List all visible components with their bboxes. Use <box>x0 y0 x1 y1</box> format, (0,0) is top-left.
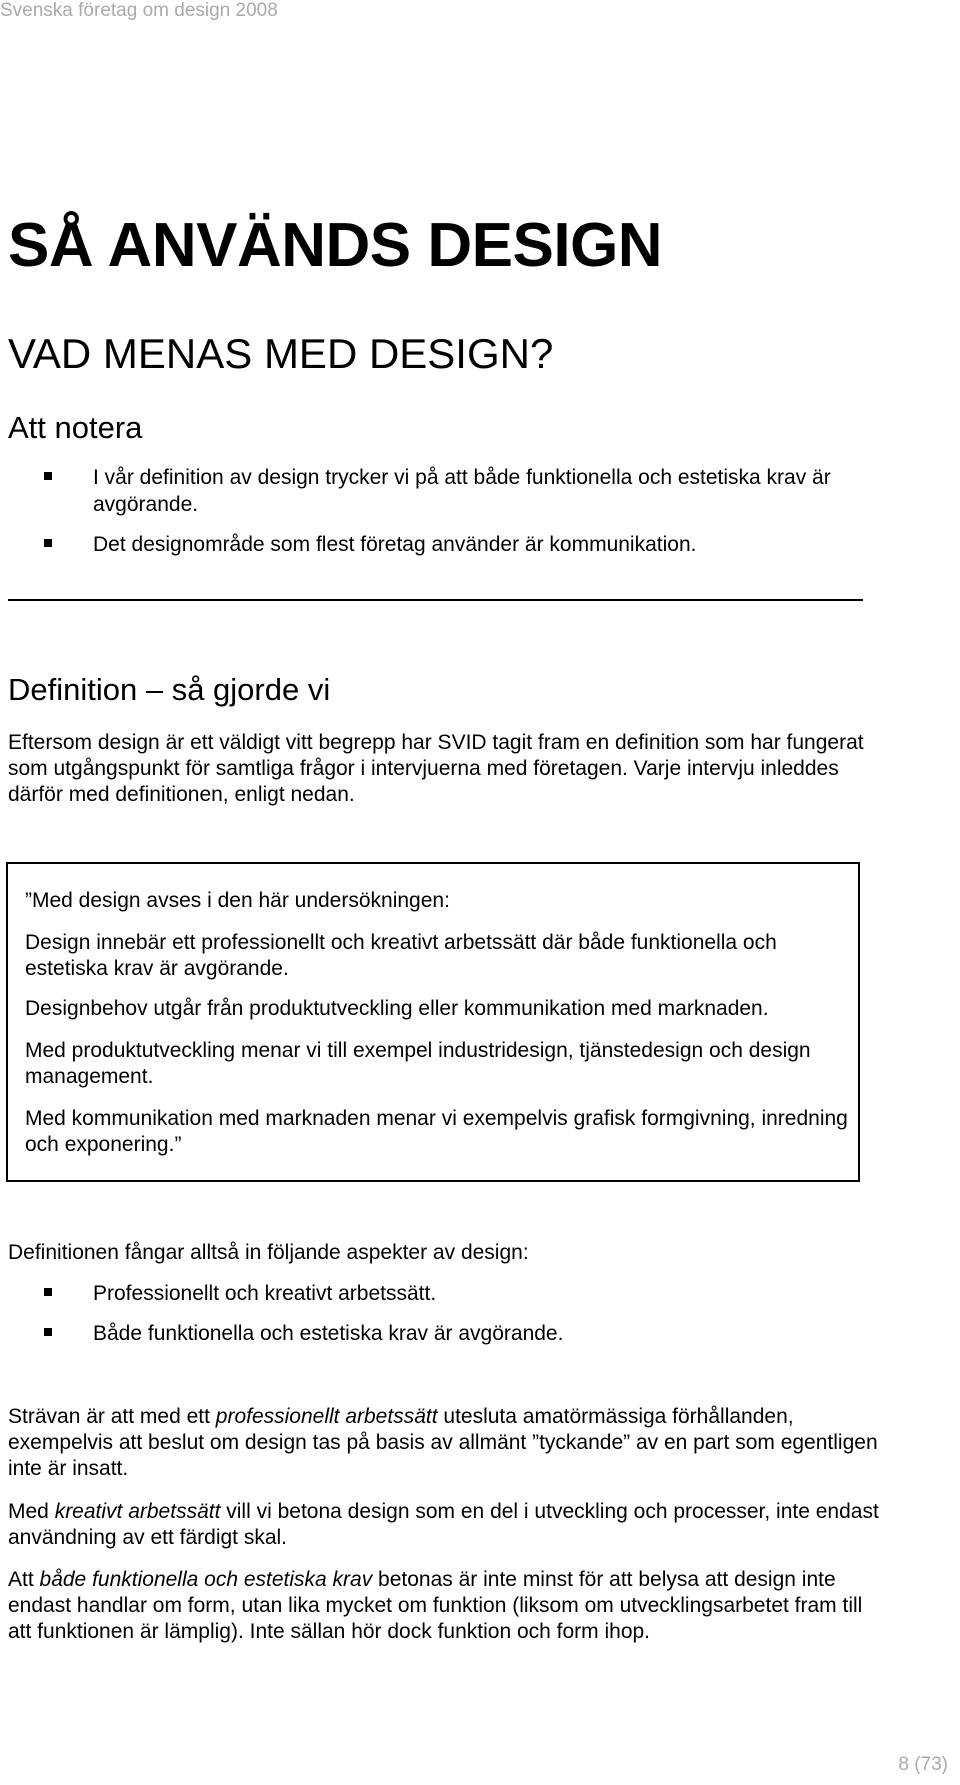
definition-paragraph: Med produktutveckling menar vi till exempel industridesign, tjänstedesign och design management. <box>25 1039 811 1088</box>
definition-heading: Definition – så gjorde vi <box>8 672 331 707</box>
definition-paragraph: Design innebär ett professionellt och kreativt arbetssätt där både funktionella och estetiska krav är avgörande. <box>25 931 777 980</box>
list-item: Både funktionella och estetiska krav är avgörande. <box>8 1320 908 1347</box>
definition-box <box>6 862 860 1182</box>
running-header: Svenska företag om design 2008 <box>0 0 278 21</box>
note-heading: Att notera <box>8 410 143 445</box>
explanation-paragraph: Med kreativt arbetssätt vill vi betona design som en del i utveckling och processer, inte endast användning av ett färdigt skal. <box>8 1500 879 1549</box>
aspects-bullet-list <box>8 1280 908 1360</box>
note-bullet-list <box>8 464 908 571</box>
section-divider <box>8 599 863 601</box>
explanation-paragraph: Att både funktionella och estetiska krav betonas är inte minst för att belysa att design inte endast handlar om form, utan lika mycket om funktion (liksom om utvecklingsarbetet fram till att funktionen är lämplig). Inte sällan hör dock funktion och form ihop. <box>8 1568 863 1643</box>
definition-lead: ”Med design avses i den här undersökningen: <box>25 889 450 912</box>
page-title: SÅ ANVÄNDS DESIGN <box>8 211 663 280</box>
page-number: 8 (73) <box>898 1754 948 1775</box>
section-subtitle: VAD MENAS MED DESIGN? <box>8 330 554 377</box>
list-item: Det designområde som flest företag använder är kommunikation. <box>8 531 908 558</box>
definition-intro: Eftersom design är ett väldigt vitt begrepp har SVID tagit fram en definition som har fungerat som utgångspunkt för samtliga frågor i intervjuerna med företagen. Varje intervju inleddes därför med definitionen, enligt nedan. <box>8 731 864 806</box>
explanation-paragraph: Strävan är att med ett professionellt arbetssätt utesluta amatörmässiga förhållanden, exempelvis att beslut om design tas på basis av allmänt ”tyckande” av en part som egentligen inte är insatt. <box>8 1405 878 1480</box>
definition-paragraph: Med kommunikation med marknaden menar vi exempelvis grafisk formgivning, inredning och exponering.” <box>25 1107 848 1156</box>
list-item: I vår definition av design trycker vi på att både funktionella och estetiska krav är avgörande. <box>8 464 908 518</box>
aspects-intro: Definitionen fångar alltså in följande aspekter av design: <box>8 1241 529 1264</box>
list-item: Professionellt och kreativt arbetssätt. <box>8 1280 908 1307</box>
definition-paragraph: Designbehov utgår från produktutveckling eller kommunikation med marknaden. <box>25 997 769 1020</box>
